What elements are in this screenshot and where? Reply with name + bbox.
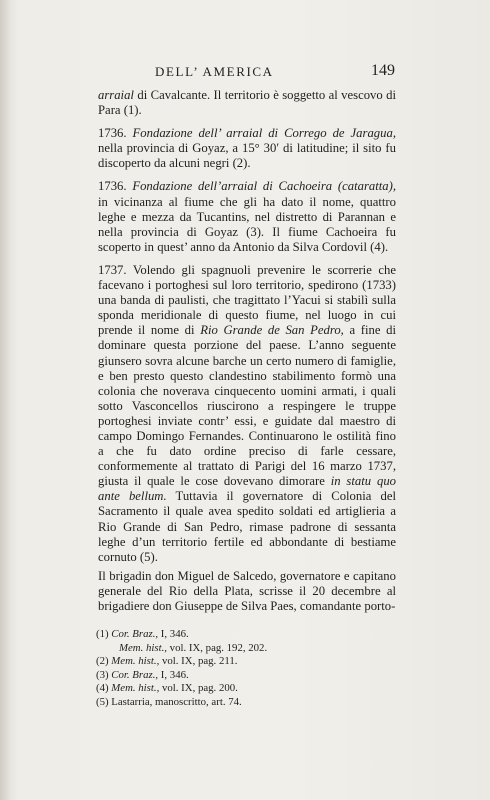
text-run: 1737. Volendo gli spagnuoli prevenire le scorrerie che facevano i portoghesi sul loro territorio, spedirono (1733) una banda di paulisti, che tragittato l’Yacui si stabilì sulla sponda meridionale di questo fiume, nel luogo in cui prende il nome di (98, 262, 396, 338)
text-run: 1736. (98, 179, 133, 194)
paragraph (98, 569, 396, 614)
footnote (96, 628, 396, 642)
page-number: 149 (371, 62, 395, 79)
page-gutter (0, 0, 10, 800)
footnote-source: Cor. Braz., (111, 628, 159, 640)
italic-run: Fondazione dell’arraial di Cachoeira (cataratta), (132, 179, 397, 194)
footnote-number: (5) (96, 695, 112, 708)
running-title: DELL’ AMERICA (155, 64, 274, 79)
footnote-source: Mem. hist., (111, 655, 160, 668)
footnote-source: Mem. hist., (119, 641, 167, 654)
text-run: nella provincia di Goyaz, a 15° 30′ di latitudine; il sito fu discoperto da alcuni negri (2). (98, 141, 396, 171)
footnote-text: vol. IX, pag. 200. (159, 682, 238, 695)
main-text (98, 88, 396, 622)
page-header (0, 64, 490, 86)
footnote-number: (4) (96, 682, 112, 695)
italic-run: arraial (98, 88, 134, 102)
footnote-text: vol. IX, pag. 192, 202. (166, 641, 268, 654)
footnote-text: Lastarria, manoscritto, art. 74. (111, 695, 242, 708)
footnote-text: vol. IX, pag. 211. (159, 655, 238, 668)
footnote (96, 696, 396, 710)
footnote-text: I, 346. (158, 668, 189, 681)
text-run: 1736. (98, 126, 133, 141)
italic-run: in statu quo ante bellum. (98, 474, 397, 504)
text-run: Il brigadin don Miguel de Salcedo, governatore e capitano generale del Rio della Plata, scrisse il 20 decembre al brigadiere don Giuseppe de Silva Paes, comandante porto- (98, 568, 396, 613)
footnote (96, 655, 396, 669)
paragraph (98, 126, 396, 171)
text-run: a fine di dominare questa porzione del paese. L’anno seguente giunsero sovra alcune barche un certo numero di famiglie, e ben presto questo clandestino stabilimento formò una colonia che noverava cinquecento uomini armati, i quali sotto Vasconcellos riuscirono a respingere le truppe portoghesi inviate contr’ essi, e guidate dal maestro di campo Domingo Fernandes. Continuarono le ostilità fino a che fu dato ordine preciso di farle cessare, conformemente al trattato di Parigi del 16 marzo 1737, giusta il quale le cose dovevano dimorare (98, 323, 396, 489)
paragraph (98, 179, 396, 254)
footnotes (96, 628, 396, 710)
footnote (96, 682, 396, 696)
italic-run: Fondazione dell’ arraial di Corregо de Jaragua, (132, 126, 397, 141)
text-run: di Cavalcante. Il territorio è soggetto al vescovo di Para (1). (98, 88, 396, 118)
footnote (96, 669, 396, 683)
footnote-number: (1) (96, 628, 112, 640)
footnote-number: (3) (96, 668, 112, 681)
footnote-text: I, 346. (158, 628, 189, 640)
italic-run: Rio Grande de San Pedro, (200, 323, 344, 338)
paragraph (98, 88, 396, 118)
footnote-source: Cor. Braz., (111, 668, 159, 681)
footnote-source: Mem. hist., (111, 682, 160, 695)
footnote-number: (2) (96, 655, 112, 668)
text-run: in vicinanza al fiume che gli ha dato il nome, quattro leghe e mezza da Tucantins, nel distretto di Parannan e nella provincia di Goyaz (3). Il fiume Cachoeira fu scoperto in quest’ anno da Antonio da Silva Cordovil (4). (98, 194, 396, 254)
text-run: Tuttavia il governatore di Colonia del Sacramento il quale avea spedito soldati ed artiglieria a Rio Grande di San Pedro, rimase padrone di sessanta leghe d’un territorio fertile ed abbondante di bestiame cornuto (5). (98, 489, 396, 564)
footnote (96, 642, 396, 656)
paragraph (98, 263, 396, 565)
